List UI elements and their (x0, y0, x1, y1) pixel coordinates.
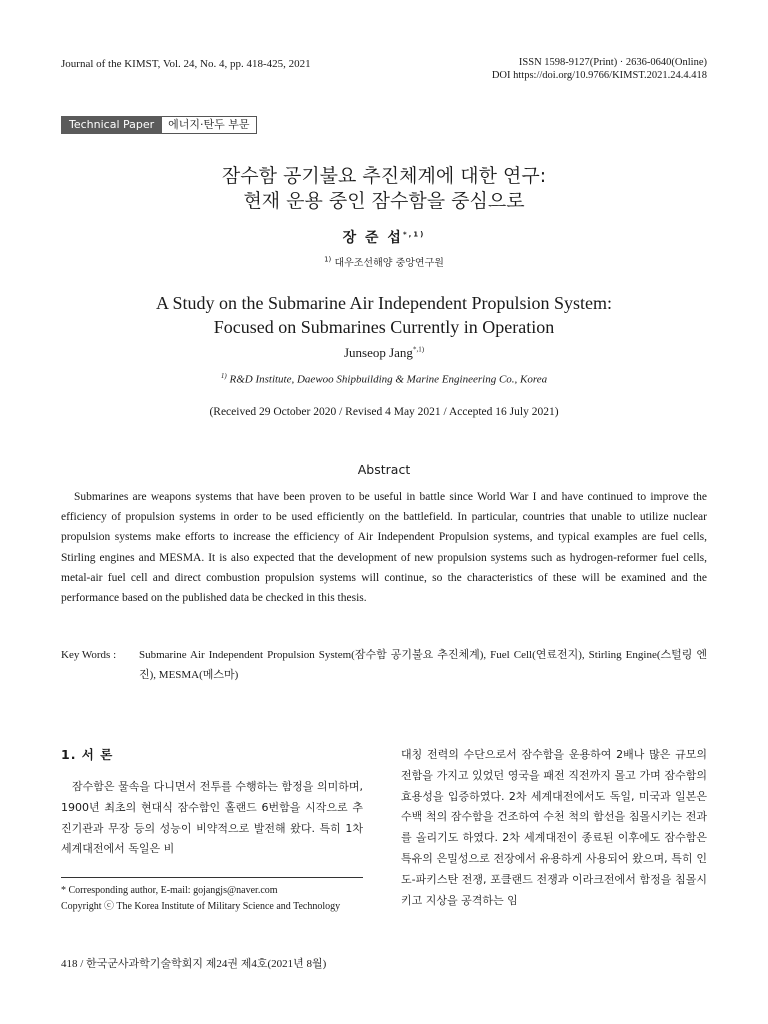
issn-line: ISSN 1598-9127(Print) · 2636-0640(Online) (518, 57, 707, 68)
english-author (0, 345, 768, 361)
korean-title-line2: 현재 운용 중인 잠수함을 중심으로 (243, 190, 525, 212)
english-title (0, 291, 768, 339)
keywords-label: Key Words : (61, 649, 117, 661)
corresponding-author: * Corresponding author, E-mail: gojangjs@naver.com (61, 885, 278, 896)
korean-affil-mark: 1) (324, 255, 332, 264)
footnote (61, 877, 363, 915)
english-affil-mark: 1) (220, 372, 227, 380)
english-title-line2: Focused on Submarines Currently in Operation (213, 317, 555, 337)
page-footer: 418 / 한국군사과학기술학회지 제24권 제4호(2021년 8월) (61, 958, 327, 970)
intro-paragraph-left: 잠수함은 물속을 다니면서 전투를 수행하는 함정을 의미하며, 1900년 최초의 현대식 잠수함인 홀랜드 6번함을 시작으로 추진기관과 무장 등의 성능이 비약적으로 발전해 왔다. 특히 1차 세계대전에서 독일은 비 (61, 780, 363, 856)
korean-author-name: 장 준 섭 (342, 230, 403, 246)
abstract-body: Submarines are weapons systems that have been proven to be useful in battle since World War I and have continued to improve the efficiency of propulsion systems in order to be used efficiently on the battlefield. In particular, countries that unable to utilize nuclear propulsion systems make efforts to increase the efficiency of Air Independent Propulsion systems, and typical examples are fuel cells, Stirling engines and MESMA. It is also expected that the development of new propulsion systems such as hydrogen-reformer fuel cells, metal-air fuel cell and direct combustion propulsion systems will continue, so the characteristics of these will be examined and the performance based on the published data be checked in this thesis. (61, 491, 707, 605)
keywords (61, 645, 707, 685)
english-title-line1: A Study on the Submarine Air Independent Propulsion System: (156, 293, 612, 313)
korean-author (0, 227, 768, 247)
abstract-heading: Abstract (357, 462, 411, 477)
section-heading: 1. 서 론 (61, 747, 114, 762)
intro-paragraph-right: 대칭 전력의 수단으로서 잠수함을 운용하여 2배나 많은 규모의 전함을 가지고 있었던 영국을 패전 직전까지 몰고 가며 잠수함의 효용성을 입증하였다. 2차 세계대전에서도 독일, 미국과 일본은 수백 척의 잠수함을 건조하여 수천 척의 함선을 침몰시키는 전과를 올리기도 하였다. 2차 세계대전이 종료된 이후에도 잠수함은 특유의 은밀성으로 전장에서 유용하게 사용되어 왔으며, 특히 인도-파키스탄 전쟁, 포클랜드 전쟁과 이라크전에서 함정을 침몰시키고 지상을 공격하는 임 (401, 748, 707, 907)
received-dates: (Received 29 October 2020 / Revised 4 May 2021 / Accepted 16 July 2021) (209, 406, 559, 418)
paper-type-badge (61, 116, 257, 134)
right-column (401, 745, 707, 911)
paper-category-label: 에너지·탄두 부문 (162, 116, 256, 134)
english-author-name: Junseop Jang (343, 345, 413, 360)
journal-citation: Journal of the KIMST, Vol. 24, No. 4, pp. 418-425, 2021 (61, 58, 311, 70)
english-affiliation (0, 372, 768, 386)
keywords-text: Submarine Air Independent Propulsion System(잠수함 공기불요 추진체계), Fuel Cell(연료전지), Stirling Engine(스털링 엔진), MESMA(메스마) (139, 649, 707, 681)
korean-affiliation (0, 254, 768, 269)
issn-doi-block (492, 56, 707, 82)
left-column (61, 745, 363, 860)
korean-title-line1: 잠수함 공기불요 추진체계에 대한 연구: (221, 165, 547, 187)
english-affil-text: R&D Institute, Daewoo Shipbuilding & Marine Engineering Co., Korea (229, 373, 548, 386)
korean-author-mark: *,1) (402, 230, 426, 239)
paper-type-label: Technical Paper (61, 116, 162, 134)
doi-line: DOI https://doi.org/10.9766/KIMST.2021.24.4.418 (491, 70, 707, 81)
english-author-mark: *,1) (412, 345, 425, 354)
korean-title (0, 164, 768, 214)
copyright-notice: Copyright ⓒ The Korea Institute of Military Science and Technology (61, 901, 341, 912)
korean-affil-text: 대우조선해양 중앙연구원 (334, 258, 444, 269)
